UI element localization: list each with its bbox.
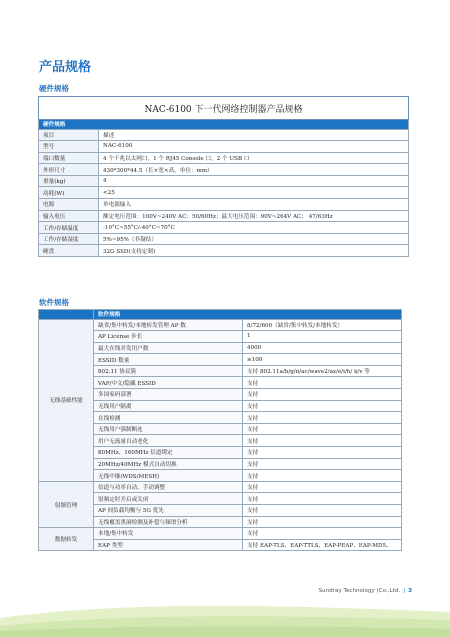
spec-key: 功耗(W) (39, 187, 99, 199)
feature-group: 无线基础性能 (39, 319, 94, 481)
table-row (39, 458, 402, 470)
feature-support: 支持 (243, 377, 402, 389)
feature-support: 4000 (243, 342, 402, 354)
feature-name: 无线用户隔离 (94, 400, 243, 412)
feature-name: 射频定时开启或关闭 (94, 493, 243, 505)
spec-value: -10°C~55°C/-40°C~70°C (99, 222, 409, 234)
spec-value: 额定电压范围：100V~240V AC；50/60Hz；最大电压范围：90V~264V AC； 47/63Hz (99, 210, 409, 222)
feature-name: AP License 步长 (94, 331, 243, 343)
footer-company: Sundray Technology (Co.,Ltd. (318, 588, 401, 594)
table-row (39, 354, 402, 366)
feature-support: 支持 (243, 435, 402, 447)
feature-support: 8/72/600（缺省/集中转发/本地转发） (243, 319, 402, 331)
spec-key: 工作/存储温度 (39, 222, 99, 234)
feature-name: VAP/中文/隐藏 ESSID (94, 377, 243, 389)
feature-name: 20MHz/40MHz 模式自动切换 (94, 458, 243, 470)
software-section-label: 软件规格 (39, 298, 69, 307)
spec-key: 电源 (39, 199, 99, 211)
spec-key: 型号 (39, 141, 99, 153)
table-row (39, 222, 409, 234)
feature-name: 在线检测 (94, 412, 243, 424)
feature-group: 射频管理 (39, 481, 94, 527)
feature-support: 支持 (243, 481, 402, 493)
software-header-spacer (39, 310, 94, 320)
feature-name: ESSID 数量 (94, 354, 243, 366)
feature-name: 80MHz、160MHz 信道绑定 (94, 447, 243, 459)
table-row (39, 199, 409, 211)
table-row (39, 210, 409, 222)
spec-value: 4 个千兆以太网口，1 个 RJ45 Console 口，2 个 USB 口 (99, 152, 409, 164)
table-row (39, 505, 402, 517)
feature-support: 支持 (243, 493, 402, 505)
feature-name: AP 间负载均衡与 5G 优先 (94, 505, 243, 517)
spec-value: 描述 (99, 129, 409, 141)
table-row (39, 528, 402, 540)
table-row (39, 539, 402, 551)
feature-support: 支持 (243, 458, 402, 470)
table-row (39, 412, 402, 424)
table-row (39, 187, 409, 199)
footer-separator: | (403, 588, 406, 594)
spec-key: 工作/存储湿度 (39, 233, 99, 245)
feature-name: 无线覆盖黑洞检测及补偿与频谱分析 (94, 516, 243, 528)
feature-support: 支持 (243, 516, 402, 528)
hardware-header: 硬件规格 (39, 120, 409, 130)
feature-support: 支持 (243, 423, 402, 435)
table-row (39, 164, 409, 176)
feature-name: 本地/集中转发 (94, 528, 243, 540)
spec-key: 硬盘 (39, 245, 99, 257)
feature-name: EAP 类型 (94, 539, 243, 551)
table-row (39, 331, 402, 343)
table-row (39, 400, 402, 412)
feature-name: 最大在线并发用户数 (94, 342, 243, 354)
spec-key: 输入电压 (39, 210, 99, 222)
table-row (39, 152, 409, 164)
table-row (39, 233, 409, 245)
table-row (39, 470, 402, 482)
feature-name: 多国家码部署 (94, 389, 243, 401)
spec-value: NAC-6100 (99, 141, 409, 153)
spec-value: <25 (99, 187, 409, 199)
spec-key: 端口数量 (39, 152, 99, 164)
page-number: 3 (408, 588, 412, 594)
feature-support: 支持 (243, 528, 402, 540)
table-title: NAC-6100 下一代网络控制器产品规格 (39, 97, 409, 120)
table-row (39, 481, 402, 493)
feature-support: 支持 EAP-TLS、EAP-TTLS、EAP-PEAP、EAP-MD5、 (243, 539, 402, 551)
hardware-spec-table (38, 96, 409, 257)
feature-support: ≥100 (243, 354, 402, 366)
feature-support: 支持 802.11a/b/g/n/ac/wave2/ax/e/i/h/ k/v 等 (243, 365, 402, 377)
software-spec-table (38, 309, 402, 551)
table-row (39, 245, 409, 257)
hardware-section-label: 硬件规格 (39, 84, 69, 93)
spec-value: 32G SSD(支持定制) (99, 245, 409, 257)
feature-group: 数据转发 (39, 528, 94, 551)
page-footer (318, 588, 412, 594)
feature-support: 支持 (243, 389, 402, 401)
feature-support: 支持 (243, 470, 402, 482)
spec-key: 外形尺寸 (39, 164, 99, 176)
feature-name: 信道与功率自动、手动调整 (94, 481, 243, 493)
feature-support: 支持 (243, 505, 402, 517)
page-title: 产品规格 (39, 60, 92, 75)
feature-support: 支持 (243, 400, 402, 412)
table-row (39, 365, 402, 377)
table-row (39, 516, 402, 528)
feature-name: 缺省/集中转发/本地转发管理 AP 数 (94, 319, 243, 331)
spec-key: 重量(kg) (39, 175, 99, 187)
spec-value: 430*300*44.5（长×宽×高，单位：mm） (99, 164, 409, 176)
feature-name: 无线用户强制断连 (94, 423, 243, 435)
feature-support: 1 (243, 331, 402, 343)
table-row (39, 447, 402, 459)
footer-wave-decoration (0, 598, 450, 637)
table-row (39, 435, 402, 447)
spec-value: 4 (99, 175, 409, 187)
spec-value: 单电源输入 (99, 199, 409, 211)
feature-name: 802.11 协议簇 (94, 365, 243, 377)
table-row (39, 389, 402, 401)
feature-support: 支持 (243, 447, 402, 459)
table-row (39, 319, 402, 331)
table-row (39, 141, 409, 153)
table-row (39, 129, 409, 141)
table-row (39, 175, 409, 187)
feature-support: 支持 (243, 412, 402, 424)
feature-name: 用户无流量自动老化 (94, 435, 243, 447)
software-header: 软件规格 (94, 310, 402, 320)
spec-key: 项目 (39, 129, 99, 141)
feature-name: 无线中继(WDS/MESH) (94, 470, 243, 482)
table-row (39, 493, 402, 505)
table-row (39, 377, 402, 389)
table-row (39, 423, 402, 435)
table-row (39, 342, 402, 354)
spec-value: 5%~95%（非凝结） (99, 233, 409, 245)
